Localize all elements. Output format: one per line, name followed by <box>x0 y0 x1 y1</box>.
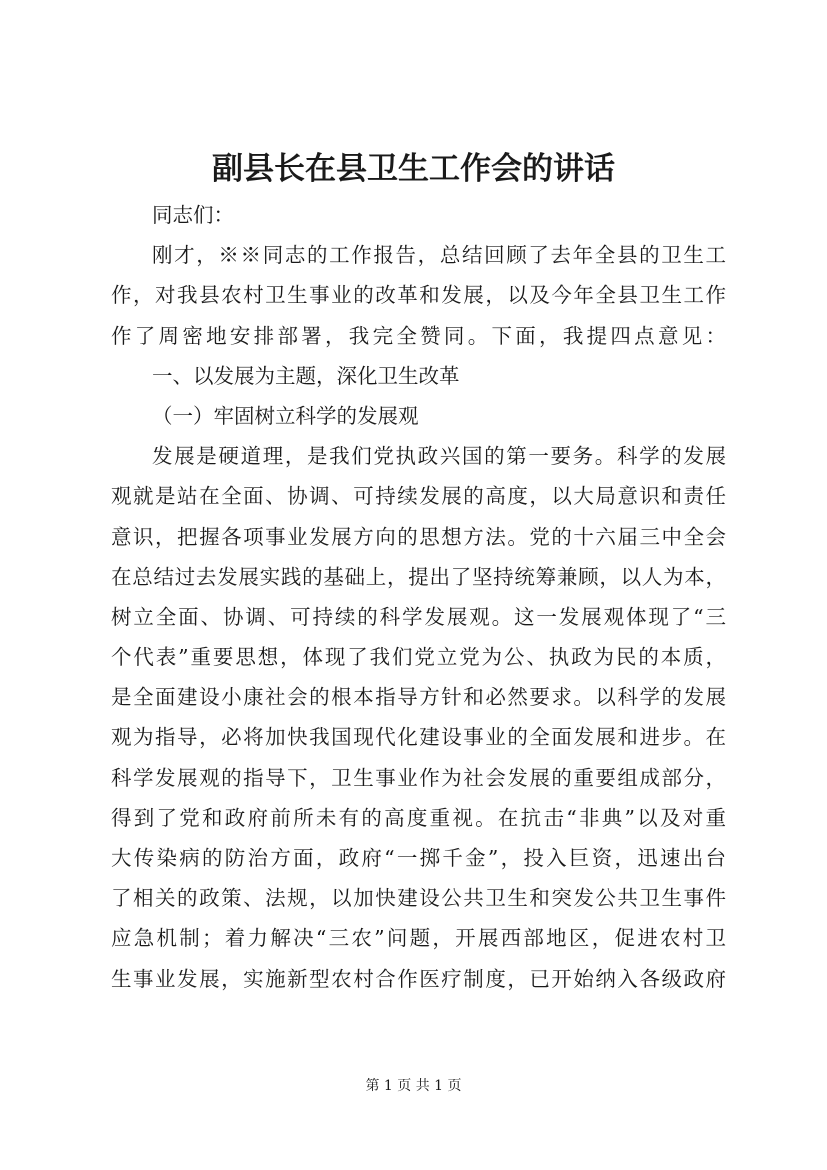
paragraph-line: 生事业发展，实施新型农村合作医疗制度，已开始纳入各级政府 <box>111 966 726 991</box>
paragraph-line: 应急机制；着力解决“三农”问题，开展西部地区，促进农村卫 <box>111 926 726 951</box>
paragraph-line: 发展是硬道理，是我们党执政兴国的第一要务。科学的发展 <box>152 444 726 469</box>
section-heading: 一、以发展为主题，深化卫生改革 <box>152 363 460 388</box>
paragraph-line: 得到了党和政府前所未有的高度重视。在抗击“非典”以及对重 <box>111 805 726 830</box>
paragraph-line: 了相关的政策、法规，以加快建设公共卫生和突发公共卫生事件 <box>111 886 726 911</box>
paragraph-line: 作，对我县农村卫生事业的改革和发展，以及今年全县卫生工作 <box>111 283 726 308</box>
paragraph-line: 在总结过去发展实践的基础上，提出了坚持统筹兼顾，以人为本， <box>111 564 726 589</box>
paragraph-line: 是全面建设小康社会的根本指导方针和必然要求。以科学的发展 <box>111 685 726 710</box>
document-title: 副县长在县卫生工作会的讲话 <box>212 151 615 187</box>
paragraph-line: 作了周密地安排部署，我完全赞同。下面，我提四点意见： <box>111 323 726 348</box>
subsection-heading: （一）牢固树立科学的发展观 <box>152 403 419 428</box>
paragraph-line: 科学发展观的指导下，卫生事业作为社会发展的重要组成部分， <box>111 765 726 790</box>
paragraph-line: 大传染病的防治方面，政府“一掷千金”，投入巨资，迅速出台 <box>111 846 726 870</box>
paragraph-line: 个代表”重要思想，体现了我们党立党为公、执政为民的本质， <box>111 645 726 670</box>
salutation: 同志们： <box>152 203 234 227</box>
document-body <box>111 195 726 999</box>
paragraph-line: 刚才，※※同志的工作报告，总结回顾了去年全县的卫生工 <box>152 243 726 268</box>
paragraph-line: 观就是站在全面、协调、可持续发展的高度，以大局意识和责任 <box>111 484 726 509</box>
paragraph-line: 树立全面、协调、可持续的科学发展观。这一发展观体现了“三 <box>111 604 726 629</box>
page-footer: 第 1 页 共 1 页 <box>365 1078 462 1094</box>
paragraph-line: 意识，把握各项事业发展方向的思想方法。党的十六届三中全会 <box>111 524 726 549</box>
paragraph-line: 观为指导，必将加快我国现代化建设事业的全面发展和进步。在 <box>111 725 726 750</box>
